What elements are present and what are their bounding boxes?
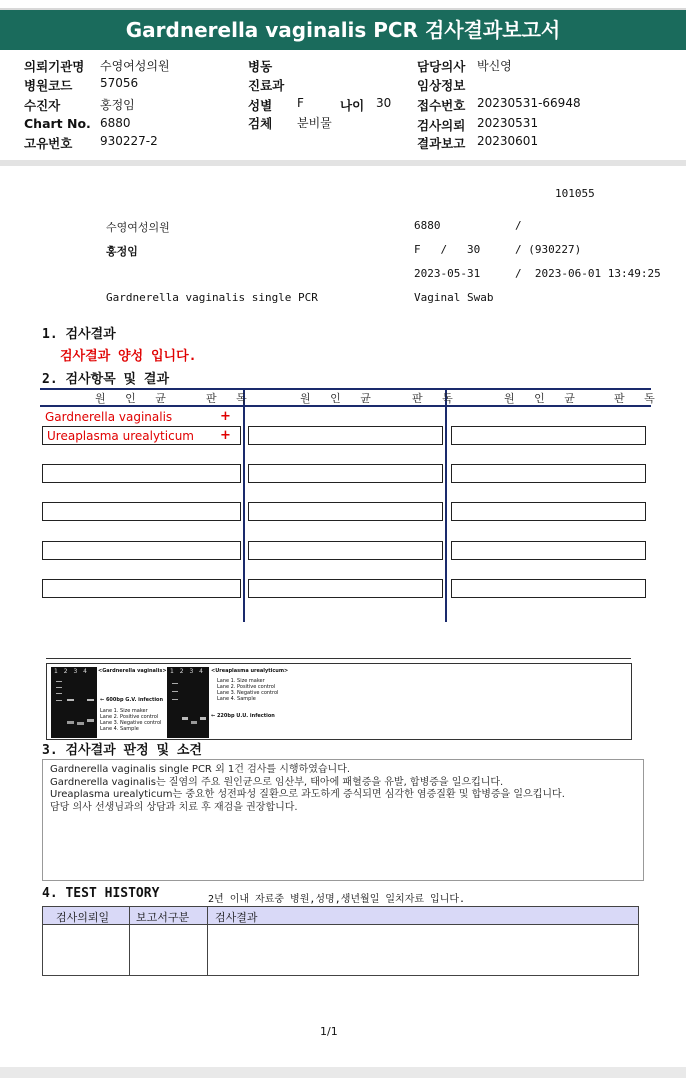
info-patient: 홍정임 xyxy=(106,245,138,258)
info-specimen: Vaginal Swab xyxy=(414,291,494,304)
age: 30 xyxy=(376,96,392,110)
report-title: Gardnerella vaginalis PCR 검사결과보고서 xyxy=(0,8,686,50)
col-head-judge-3: 판 독 xyxy=(614,392,663,405)
legend-line: Lane 2. Positive control xyxy=(217,684,276,690)
gel-left-legend xyxy=(100,708,161,732)
gel-left-band-label: ← 600bp G.V. infection xyxy=(100,697,164,703)
gel-right-lanes: 1 2 3 4 xyxy=(170,668,205,675)
info-request-date: 2023-05-31 xyxy=(414,267,481,280)
hospital-code: 57056 xyxy=(100,76,139,90)
section1-heading: 1. 검사결과 xyxy=(42,327,116,342)
gel-left-band: 600bp G.V. infection xyxy=(105,697,164,703)
request-date: 20230531 xyxy=(477,116,539,130)
col-head-judge-1: 판 독 xyxy=(206,392,255,405)
grid-divider-1 xyxy=(243,390,245,622)
gel-right-band: 220bp U.U. infection xyxy=(216,713,275,719)
result-pathogen-2: Ureaplasma urealyticum xyxy=(47,429,194,443)
header-divider xyxy=(0,160,686,166)
section3-heading: 3. 검사결과 판정 및 소견 xyxy=(42,743,202,758)
history-col-request-date: 검사의뢰일 xyxy=(56,911,110,924)
result-cell xyxy=(248,541,443,560)
opinion-line: Gardnerella vaginalis single PCR 외 1건 검사를 시행하였습니다. xyxy=(50,764,351,775)
info-sex-age: F / 30 xyxy=(414,243,481,256)
result-pathogen-1: Gardnerella vaginalis xyxy=(45,410,173,424)
result-cell xyxy=(42,579,241,598)
gel-top-rule xyxy=(46,658,631,659)
result-judge-2: + xyxy=(220,428,231,443)
result-cell xyxy=(451,541,646,560)
chart-no: 6880 xyxy=(100,116,131,130)
label-chart-no: Chart No. xyxy=(24,116,91,131)
label-clinical-info: 임상정보 xyxy=(417,78,466,93)
result-cell xyxy=(451,579,646,598)
legend-line: Lane 4. Sample xyxy=(217,696,256,702)
requesting-institution: 수영여성의원 xyxy=(100,59,170,73)
gel-image-left xyxy=(51,667,97,738)
gel-right-title: <Ureaplasma urealyticum> xyxy=(211,668,289,674)
col-head-judge-2: 판 독 xyxy=(412,392,461,405)
opinion-line: Gardnerella vaginalis는 질염의 주요 원인균으로 임산부, 태아에 패혈증을 유발, 합병증을 일으킵니다. xyxy=(50,776,504,788)
result-cell xyxy=(42,541,241,560)
label-patient: 수진자 xyxy=(24,98,61,113)
history-table xyxy=(42,906,639,976)
legend-line: Lane 1. Size maker xyxy=(100,708,148,714)
gel-left-lanes: 1 2 3 4 xyxy=(54,668,89,675)
col-head-pathogen-1: 원 인 균 xyxy=(95,392,174,405)
result-cell xyxy=(451,502,646,521)
label-requesting-institution: 의뢰기관명 xyxy=(24,59,85,74)
label-unique-id: 고유번호 xyxy=(24,136,73,151)
info-chart: 6880 xyxy=(414,219,441,232)
result-summary: 검사결과 양성 입니다. xyxy=(60,349,197,364)
info-slash: / xyxy=(515,219,522,232)
gel-image-right xyxy=(167,667,209,738)
section4-heading: 4. TEST HISTORY xyxy=(42,886,160,901)
label-doctor: 담당의사 xyxy=(417,59,466,74)
label-hospital-code: 병원코드 xyxy=(24,78,73,93)
report-date: 20230601 xyxy=(477,134,539,148)
page-number: 1/1 xyxy=(320,1025,338,1038)
gel-right-legend xyxy=(217,678,278,702)
info-test-name: Gardnerella vaginalis single PCR xyxy=(106,291,318,304)
label-age: 나이 xyxy=(340,98,365,113)
sex: F xyxy=(297,96,304,110)
result-cell xyxy=(248,464,443,483)
label-department: 진료과 xyxy=(248,78,285,93)
history-header-row xyxy=(42,906,639,925)
history-col-report-type: 보고서구분 xyxy=(136,911,190,924)
label-report-date: 결과보고 xyxy=(417,136,466,151)
result-cell xyxy=(248,502,443,521)
history-col-result: 검사결과 xyxy=(215,911,258,924)
result-cell xyxy=(248,426,443,445)
receipt-no: 20230531-66948 xyxy=(477,96,581,110)
label-receipt-no: 접수번호 xyxy=(417,98,466,113)
label-specimen: 검체 xyxy=(248,116,273,131)
result-cell xyxy=(42,464,241,483)
result-cell xyxy=(451,426,646,445)
opinion-text xyxy=(43,760,643,818)
legend-line: Lane 4. Sample xyxy=(100,726,139,732)
result-cell xyxy=(451,464,646,483)
opinion-line: Ureaplasma urealyticum는 중요한 성전파성 질환으로 과도하게 증식되면 심각한 염증질환 및 합병증을 일으킵니다. xyxy=(50,789,565,800)
col-head-pathogen-2: 원 인 균 xyxy=(300,392,379,405)
patient-name: 홍정임 xyxy=(100,98,135,112)
footer-bar xyxy=(0,1067,686,1078)
opinion-line: 담당 의사 선생님과의 상담과 치료 후 재검을 권장합니다. xyxy=(50,801,298,813)
result-cell xyxy=(42,502,241,521)
history-note: 2년 이내 자료중 병원,성명,생년월일 일치자료 입니다. xyxy=(208,894,466,905)
legend-line: Lane 3. Negative control xyxy=(217,690,279,696)
info-clinic: 수영여성의원 xyxy=(106,221,170,234)
grid-divider-2 xyxy=(445,390,447,622)
legend-line: Lane 3. Negative control xyxy=(100,720,162,726)
label-sex: 성별 xyxy=(248,98,273,113)
result-cell xyxy=(248,579,443,598)
unique-id: 930227-2 xyxy=(100,134,158,148)
label-ward: 병동 xyxy=(248,59,273,74)
info-report-datetime: / 2023-06-01 13:49:25 xyxy=(515,267,661,280)
opinion-box xyxy=(42,759,644,881)
specimen: 분비물 xyxy=(297,116,332,130)
gel-left-title: <Gardnerella vaginalis> xyxy=(98,668,167,674)
gel-panel xyxy=(46,663,632,740)
section2-heading: 2. 검사항목 및 결과 xyxy=(42,372,170,387)
label-request-date: 검사의뢰 xyxy=(417,118,466,133)
info-birth: / (930227) xyxy=(515,243,582,256)
legend-line: Lane 2. Positive control xyxy=(100,714,159,720)
gel-right-band-label: ← 220bp U.U. infection xyxy=(211,713,275,719)
doctor: 박신영 xyxy=(477,59,512,73)
legend-line: Lane 1. Size maker xyxy=(217,678,265,684)
result-judge-1: + xyxy=(220,409,231,424)
report-code: 101055 xyxy=(555,187,595,200)
col-head-pathogen-3: 원 인 균 xyxy=(504,392,583,405)
